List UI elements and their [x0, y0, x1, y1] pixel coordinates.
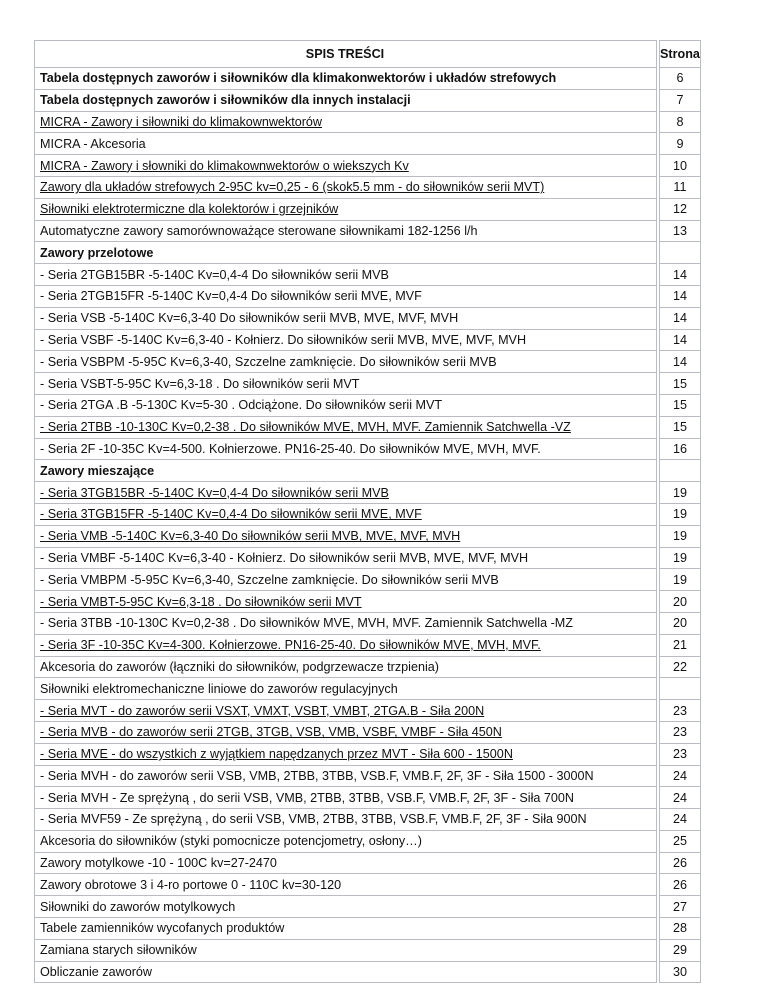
- toc-row: [35, 68, 701, 90]
- toc-row: [35, 351, 701, 373]
- toc-row: [35, 721, 701, 743]
- toc-entry-page: 22: [660, 656, 701, 678]
- toc-entry-page: 14: [660, 285, 701, 307]
- toc-row: [35, 896, 701, 918]
- toc-entry-text: - Seria 2TBB -10-130C Kv=0,2-38 . Do siłowników MVE, MVH, MVF. Zamiennik Satchwella -VZ: [40, 420, 571, 435]
- toc-entry-text: - Seria 2F -10-35C Kv=4-500. Kołnierzowe. PN16-25-40. Do siłowników MVE, MVH, MVF.: [40, 441, 541, 456]
- toc-entry-title: [35, 111, 657, 133]
- toc-row: [35, 111, 701, 133]
- toc-entry-title: [35, 525, 657, 547]
- toc-entry-page: 24: [660, 787, 701, 809]
- toc-entry-text: - Seria MVT - do zaworów serii VSXT, VMXT, VSBT, VMBT, 2TGA.B - Siła 200N: [40, 703, 485, 718]
- toc-entry-text: - Seria 2TGB15FR -5-140C Kv=0,4-4 Do siłowników serii MVE, MVF: [40, 289, 422, 304]
- toc-entry-title: [35, 896, 657, 918]
- toc-entry-page: 24: [660, 809, 701, 831]
- toc-entry-text: Zawory przelotowe: [40, 245, 154, 260]
- toc-entry-title: [35, 656, 657, 678]
- toc-entry-text: - Seria VSB -5-140C Kv=6,3-40 Do siłowników serii MVB, MVE, MVF, MVH: [40, 311, 459, 326]
- toc-row: [35, 460, 701, 482]
- toc-entry-page: [660, 460, 701, 482]
- toc-entry-page: 14: [660, 264, 701, 286]
- toc-entry-text: - Seria MVH - Ze sprężyną , do serii VSB, VMB, 2TBB, 3TBB, VSB.F, VMB.F, 2F, 3F - Siła 700N: [40, 790, 575, 805]
- toc-entry-title: [35, 787, 657, 809]
- toc-entry-page: 10: [660, 155, 701, 177]
- toc-entry-title: [35, 503, 657, 525]
- toc-entry-page: 7: [660, 89, 701, 111]
- toc-entry-page: 23: [660, 743, 701, 765]
- toc-entry-page: 23: [660, 721, 701, 743]
- toc-row: [35, 634, 701, 656]
- toc-entry-text: Akcesoria do siłowników (styki pomocnicze potencjometry, osłony…): [40, 834, 422, 849]
- toc-entry-page: 16: [660, 438, 701, 460]
- toc-entry-page: 27: [660, 896, 701, 918]
- toc-entry-page: 20: [660, 612, 701, 634]
- toc-entry-title: [35, 394, 657, 416]
- toc-entry-title: [35, 285, 657, 307]
- toc-entry-title: [35, 547, 657, 569]
- toc-row: [35, 438, 701, 460]
- toc-entry-title: [35, 721, 657, 743]
- toc-entry-text: MICRA - Akcesoria: [40, 136, 146, 151]
- toc-entry-page: [660, 678, 701, 700]
- toc-entry-text: MICRA - Zawory i słowniki do klimakownwektorów o wiekszych Kv: [40, 158, 409, 173]
- toc-entry-title: [35, 220, 657, 242]
- toc-entry-title: [35, 329, 657, 351]
- toc-entry-title: [35, 176, 657, 198]
- toc-entry-page: 19: [660, 569, 701, 591]
- toc-entry-title: [35, 373, 657, 395]
- toc-entry-title: [35, 809, 657, 831]
- toc-entry-page: 14: [660, 307, 701, 329]
- toc-entry-title: [35, 460, 657, 482]
- toc-entry-page: 9: [660, 133, 701, 155]
- toc-entry-text: Zawory obrotowe 3 i 4-ro portowe 0 - 110C kv=30-120: [40, 877, 342, 892]
- toc-entry-page: 28: [660, 918, 701, 940]
- toc-entry-text: - Seria 3TGB15FR -5-140C Kv=0,4-4 Do siłowników serii MVE, MVF: [40, 507, 422, 522]
- toc-entry-page: 8: [660, 111, 701, 133]
- toc-entry-title: [35, 569, 657, 591]
- toc-entry-title: [35, 743, 657, 765]
- toc-entry-text: Siłowniki elektrotermiczne dla kolektorów i grzejników: [40, 202, 339, 217]
- toc-entry-page: 24: [660, 765, 701, 787]
- toc-entry-page: 30: [660, 961, 701, 983]
- toc-row: [35, 373, 701, 395]
- toc-table: [34, 40, 701, 983]
- toc-entry-title: [35, 155, 657, 177]
- toc-row: [35, 809, 701, 831]
- toc-entry-title: [35, 482, 657, 504]
- toc-entry-text: Obliczanie zaworów: [40, 965, 152, 980]
- toc-entry-title: [35, 612, 657, 634]
- toc-row: [35, 743, 701, 765]
- toc-entry-text: Akcesoria do zaworów (łączniki do siłowników, podgrzewacze trzpienia): [40, 659, 439, 674]
- toc-row: [35, 307, 701, 329]
- toc-entry-text: - Seria VSBPM -5-95C Kv=6,3-40, Szczelne zamknięcie. Do siłowników serii MVB: [40, 354, 497, 369]
- toc-row: [35, 787, 701, 809]
- toc-entry-text: Tabela dostępnych zaworów i siłowników dla klimakonwektorów i układów strefowych: [40, 71, 557, 86]
- toc-row: [35, 918, 701, 940]
- toc-body: [35, 41, 701, 983]
- toc-entry-page: 19: [660, 547, 701, 569]
- toc-entry-title: [35, 634, 657, 656]
- toc-entry-page: 29: [660, 939, 701, 961]
- toc-entry-text: - Seria VSBT-5-95C Kv=6,3-18 . Do siłowników serii MVT: [40, 376, 360, 391]
- toc-row: [35, 416, 701, 438]
- toc-row: [35, 612, 701, 634]
- toc-entry-title: [35, 852, 657, 874]
- toc-row: [35, 285, 701, 307]
- toc-entry-page: 15: [660, 394, 701, 416]
- toc-entry-page: 25: [660, 830, 701, 852]
- toc-entry-title: [35, 438, 657, 460]
- toc-row: [35, 765, 701, 787]
- page-column-header: Strona: [660, 41, 701, 68]
- toc-entry-text: - Seria VMBT-5-95C Kv=6,3-18 . Do siłowników serii MVT: [40, 594, 362, 609]
- toc-entry-page: 15: [660, 373, 701, 395]
- toc-row: [35, 700, 701, 722]
- toc-header-row: [35, 41, 701, 68]
- toc-entry-title: [35, 961, 657, 983]
- toc-entry-title: [35, 198, 657, 220]
- toc-title: SPIS TREŚCI: [35, 41, 657, 68]
- toc-entry-title: [35, 918, 657, 940]
- toc-row: [35, 220, 701, 242]
- toc-row: [35, 482, 701, 504]
- toc-row: [35, 503, 701, 525]
- toc-entry-title: [35, 351, 657, 373]
- toc-entry-text: - Seria 2TGA .B -5-130C Kv=5-30 . Odciążone. Do siłowników serii MVT: [40, 398, 443, 413]
- toc-row: [35, 264, 701, 286]
- toc-entry-text: Siłowniki elektromechaniczne liniowe do zaworów regulacyjnych: [40, 681, 398, 696]
- toc-entry-title: [35, 591, 657, 613]
- toc-row: [35, 961, 701, 983]
- toc-row: [35, 852, 701, 874]
- toc-entry-title: [35, 89, 657, 111]
- toc-row: [35, 656, 701, 678]
- toc-row: [35, 547, 701, 569]
- toc-entry-text: - Seria VMB -5-140C Kv=6,3-40 Do siłowników serii MVB, MVE, MVF, MVH: [40, 529, 461, 544]
- toc-entry-page: 13: [660, 220, 701, 242]
- toc-entry-text: - Seria 3TBB -10-130C Kv=0,2-38 . Do siłowników MVE, MVH, MVF. Zamiennik Satchwella -MZ: [40, 616, 573, 631]
- toc-entry-title: [35, 939, 657, 961]
- toc-entry-text: Zawory dla układów strefowych 2-95C kv=0,25 - 6 (skok5.5 mm - do siłowników serii MVT): [40, 180, 545, 195]
- toc-row: [35, 242, 701, 264]
- toc-entry-page: 20: [660, 591, 701, 613]
- toc-entry-text: - Seria 3F -10-35C Kv=4-300. Kołnierzowe. PN16-25-40. Do siłowników MVE, MVH, MVF.: [40, 638, 541, 653]
- toc-entry-title: [35, 874, 657, 896]
- toc-entry-text: Zamiana starych siłowników: [40, 943, 197, 958]
- toc-entry-text: - Seria MVE - do wszystkich z wyjątkiem napędzanych przez MVT - Siła 600 - 1500N: [40, 747, 513, 762]
- toc-entry-page: 21: [660, 634, 701, 656]
- toc-entry-text: Siłowniki do zaworów motylkowych: [40, 899, 236, 914]
- toc-entry-page: 19: [660, 525, 701, 547]
- toc-entry-page: 11: [660, 176, 701, 198]
- toc-entry-page: 26: [660, 852, 701, 874]
- toc-entry-title: [35, 416, 657, 438]
- toc-entry-page: 15: [660, 416, 701, 438]
- toc-entry-title: [35, 242, 657, 264]
- toc-entry-text: - Seria MVB - do zaworów serii 2TGB, 3TGB, VSB, VMB, VSBF, VMBF - Siła 450N: [40, 725, 502, 740]
- toc-entry-text: - Seria VMBF -5-140C Kv=6,3-40 - Kołnierz. Do siłowników serii MVB, MVE, MVF, MVH: [40, 550, 529, 565]
- toc-row: [35, 591, 701, 613]
- toc-row: [35, 176, 701, 198]
- toc-entry-text: Tabela dostępnych zaworów i siłowników dla innych instalacji: [40, 93, 411, 108]
- toc-entry-text: Zawory motylkowe -10 - 100C kv=27-2470: [40, 856, 277, 871]
- toc-entry-title: [35, 678, 657, 700]
- toc-entry-title: [35, 68, 657, 90]
- toc-entry-page: 23: [660, 700, 701, 722]
- toc-entry-text: Tabele zamienników wycofanych produktów: [40, 921, 285, 936]
- toc-entry-page: 14: [660, 351, 701, 373]
- toc-row: [35, 939, 701, 961]
- toc-entry-page: 19: [660, 482, 701, 504]
- toc-row: [35, 678, 701, 700]
- toc-row: [35, 198, 701, 220]
- toc-row: [35, 830, 701, 852]
- toc-entry-page: 12: [660, 198, 701, 220]
- toc-row: [35, 569, 701, 591]
- toc-row: [35, 525, 701, 547]
- toc-entry-page: [660, 242, 701, 264]
- toc-entry-page: 26: [660, 874, 701, 896]
- toc-row: [35, 89, 701, 111]
- toc-entry-title: [35, 700, 657, 722]
- toc-row: [35, 329, 701, 351]
- toc-row: [35, 874, 701, 896]
- toc-entry-title: [35, 264, 657, 286]
- toc-entry-title: [35, 307, 657, 329]
- toc-row: [35, 155, 701, 177]
- toc-entry-text: - Seria 2TGB15BR -5-140C Kv=0,4-4 Do siłowników serii MVB: [40, 267, 389, 282]
- toc-entry-page: 14: [660, 329, 701, 351]
- toc-row: [35, 133, 701, 155]
- toc-entry-text: - Seria MVH - do zaworów serii VSB, VMB, 2TBB, 3TBB, VSB.F, VMB.F, 2F, 3F - Siła 1500 - 3000N: [40, 768, 594, 783]
- toc-entry-text: Zawory mieszające: [40, 463, 155, 478]
- toc-entry-title: [35, 830, 657, 852]
- toc-entry-text: - Seria VSBF -5-140C Kv=6,3-40 - Kołnierz. Do siłowników serii MVB, MVE, MVF, MVH: [40, 332, 527, 347]
- toc-entry-title: [35, 765, 657, 787]
- toc-entry-text: Automatyczne zawory samorównoważące sterowane siłownikami 182-1256 l/h: [40, 223, 478, 238]
- toc-entry-page: 6: [660, 68, 701, 90]
- toc-entry-text: - Seria MVF59 - Ze sprężyną , do serii VSB, VMB, 2TBB, 3TBB, VSB.F, VMB.F, 2F, 3F - Siła 900N: [40, 812, 587, 827]
- toc-entry-text: MICRA - Zawory i siłowniki do klimakownwektorów: [40, 114, 323, 129]
- toc-entry-title: [35, 133, 657, 155]
- toc-row: [35, 394, 701, 416]
- toc-entry-text: - Seria 3TGB15BR -5-140C Kv=0,4-4 Do siłowników serii MVB: [40, 485, 389, 500]
- toc-entry-page: 19: [660, 503, 701, 525]
- toc-entry-text: - Seria VMBPM -5-95C Kv=6,3-40, Szczelne zamknięcie. Do siłowników serii MVB: [40, 572, 499, 587]
